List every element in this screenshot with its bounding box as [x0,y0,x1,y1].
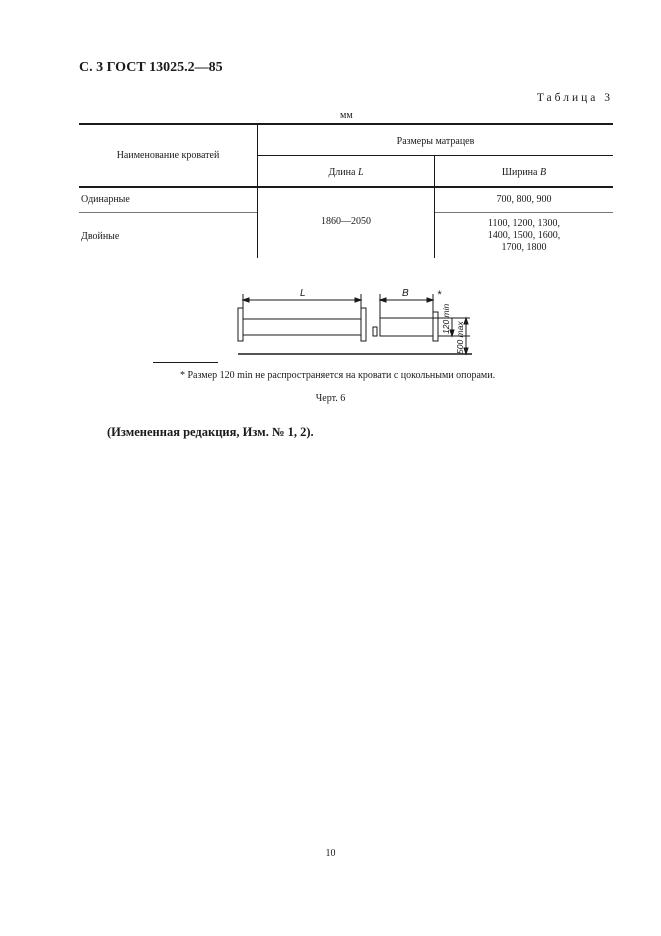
table-row-divider-right [435,212,613,213]
dim-500-label: 500 max [455,321,465,354]
page-number: 10 [325,848,336,859]
footnote: * Размер 120 min не распространяется на кровати с цокольными опорами. [180,370,496,381]
length-value: 1860—2050 [321,216,371,227]
right-bed-post [433,312,438,341]
table-row-divider-left [79,212,257,213]
revision-note: (Измененная редакция, Изм. № 1, 2). [107,425,314,439]
left-bed-footboard [361,308,366,341]
dim-120-label: 120 min [441,303,451,334]
right-bed-small-post [373,327,377,336]
row-single-width: 700, 800, 900 [496,194,552,205]
dim-B-arrow-right [427,298,433,302]
row-double-width-line-3: 1700, 1800 [501,242,547,253]
column-header-bed-name: Наименование кроватей [116,150,220,161]
dim-B-arrow-left [380,298,386,302]
table-header-bottom-rule [79,186,613,188]
column-header-mattress-size: Размеры матрацев [396,136,475,147]
row-double-width-line-1: 1100, 1200, 1300, [487,218,561,229]
length-label: Длина [328,167,356,178]
table-units: мм [340,110,353,121]
dim-L-arrow-left [243,298,249,302]
length-symbol: L [357,167,364,178]
table-label: Таблица 3 [536,92,613,104]
right-bed-mattress [380,318,433,336]
bed-dimension-drawing [230,282,480,362]
width-symbol: B [539,167,547,178]
dim-asterisk: * [437,289,442,301]
column-header-width [435,167,613,178]
footnote-separator [153,362,218,363]
table-header-divider [258,155,613,156]
figure-caption: Черт. 6 [315,393,346,404]
row-double-width-line-2: 1400, 1500, 1600, [487,230,561,241]
dim-L-label: L [300,288,306,299]
row-single-name: Одинарные [81,194,130,205]
dim-L-arrow-right [355,298,361,302]
column-header-length [258,167,434,178]
table-top-rule [79,123,613,125]
left-bed-headboard [238,308,243,341]
dim-B-label: B [402,288,409,299]
document-header: С. 3 ГОСТ 13025.2—85 [79,60,223,75]
width-label: Ширина [501,167,538,178]
row-double-name: Двойные [81,231,120,242]
row-double-width [435,218,613,254]
left-bed-mattress [243,319,361,335]
